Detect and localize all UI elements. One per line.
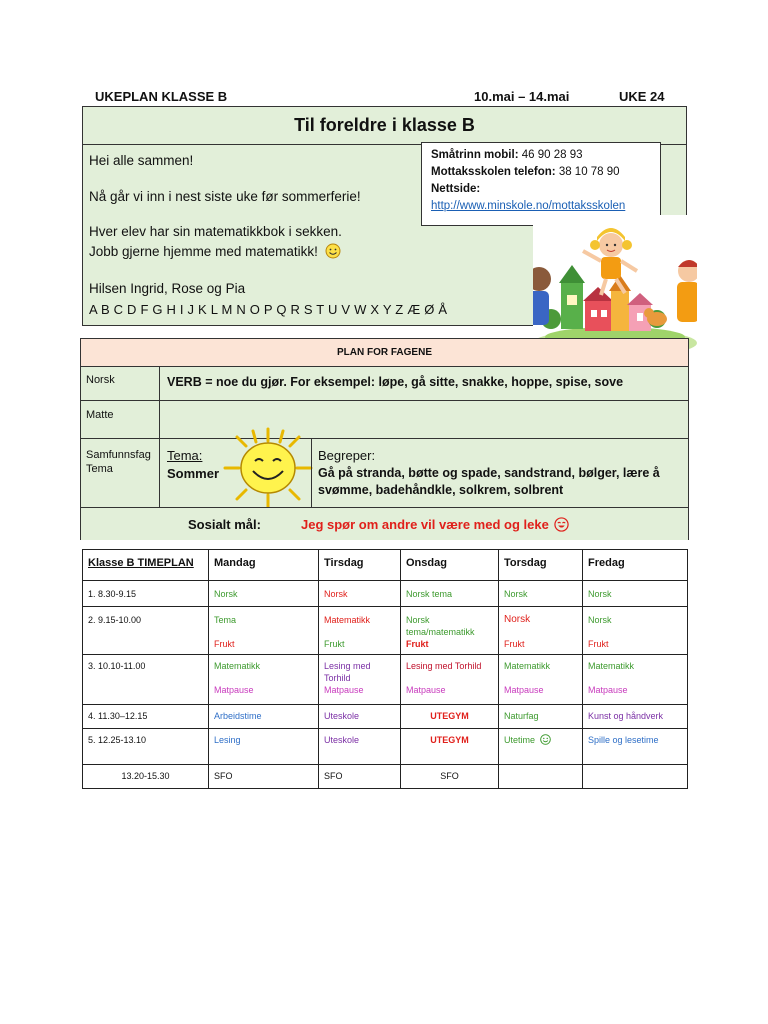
lesson-cell: Norsk tema bbox=[401, 581, 499, 607]
week-dates: 10.mai – 14.mai bbox=[474, 89, 570, 104]
smiley-icon bbox=[325, 243, 341, 259]
header-torsdag: Torsdag bbox=[499, 550, 583, 581]
lesson-cell: SFO bbox=[401, 765, 499, 789]
lesson-name: Matematikk bbox=[324, 615, 371, 625]
lesson-cell: Norsk bbox=[209, 581, 319, 607]
row-social bbox=[81, 507, 688, 540]
contact-mobile bbox=[431, 147, 651, 164]
table-row bbox=[83, 581, 688, 607]
lesson-cell bbox=[583, 765, 688, 789]
mobile-label: Småtrinn mobil: bbox=[431, 149, 519, 161]
lesson-cell bbox=[319, 607, 401, 655]
break-name: Frukt bbox=[324, 639, 345, 649]
lesson-name: Matematikk bbox=[504, 661, 551, 671]
break-name: Matpause bbox=[324, 685, 364, 695]
lesson-cell bbox=[401, 655, 499, 705]
subject-plan bbox=[80, 338, 689, 540]
lesson-name: Norsk bbox=[504, 614, 531, 625]
break-name: Frukt bbox=[406, 639, 429, 649]
time-cell: 3. 10.10-11.00 bbox=[83, 655, 209, 705]
parents-title: Til foreldre i klasse B bbox=[83, 107, 686, 145]
lesson-cell: Uteskole bbox=[319, 729, 401, 765]
break-name: Frukt bbox=[214, 639, 235, 649]
lesson-cell: Uteskole bbox=[319, 705, 401, 729]
phone-label: Mottaksskolen telefon: bbox=[431, 166, 556, 178]
break-name: Matpause bbox=[214, 685, 254, 695]
sun-icon bbox=[223, 427, 313, 509]
web-label: Nettside: bbox=[431, 183, 481, 195]
row-norsk bbox=[81, 366, 688, 400]
lesson-cell bbox=[583, 655, 688, 705]
lesson-cell: Kunst og håndverk bbox=[583, 705, 688, 729]
tema-label: Tema: bbox=[167, 448, 203, 463]
message-line-3 bbox=[89, 243, 341, 259]
time-cell: 4. 11.30–12.15 bbox=[83, 705, 209, 729]
signature: Hilsen Ingrid, Rose og Pia bbox=[89, 281, 246, 296]
lesson-name: Norsk tema/matematikk bbox=[406, 615, 475, 637]
lesson-cell: Naturfag bbox=[499, 705, 583, 729]
lesson-cell bbox=[319, 655, 401, 705]
norsk-label: Norsk bbox=[86, 374, 115, 386]
table-row bbox=[83, 655, 688, 705]
phone-number: 38 10 78 90 bbox=[558, 166, 620, 178]
matte-label: Matte bbox=[86, 409, 114, 421]
lesson-name: Lesing med Torhild bbox=[324, 661, 371, 683]
lesson-cell bbox=[499, 765, 583, 789]
lesson-name: Matematikk bbox=[214, 661, 261, 671]
time-cell: 1. 8.30-9.15 bbox=[83, 581, 209, 607]
contact-web bbox=[431, 181, 651, 198]
begreper-text: Gå på stranda, bøtte og spade, sandstrand, bølger, lære å svømme, badehåndkle, solkrem, solbrent bbox=[318, 466, 660, 497]
lesson-cell: SFO bbox=[319, 765, 401, 789]
tema-row-label: Tema bbox=[86, 463, 113, 475]
table-row bbox=[83, 729, 688, 765]
week-number: UKE 24 bbox=[619, 89, 665, 104]
lesson-name: Utetime bbox=[504, 735, 536, 745]
break-name: Matpause bbox=[588, 685, 628, 695]
time-cell: 2. 9.15-10.00 bbox=[83, 607, 209, 655]
header-tirsdag: Tirsdag bbox=[319, 550, 401, 581]
timetable-header-row bbox=[83, 550, 688, 581]
greeting: Hei alle sammen! bbox=[89, 153, 194, 168]
contact-box bbox=[421, 142, 661, 226]
message-line-3-text: Jobb gjerne hjemme med matematikk! bbox=[89, 244, 318, 259]
break-name: Matpause bbox=[504, 685, 544, 695]
mobile-number: 46 90 28 93 bbox=[521, 149, 583, 161]
lesson-cell: SFO bbox=[209, 765, 319, 789]
table-row bbox=[83, 607, 688, 655]
row-samfunnsfag bbox=[81, 438, 688, 507]
smiley-icon bbox=[554, 517, 569, 532]
header-mandag: Mandag bbox=[209, 550, 319, 581]
row-matte bbox=[81, 400, 688, 438]
lesson-cell: Norsk bbox=[319, 581, 401, 607]
timetable-title: Klasse B TIMEPLAN bbox=[83, 550, 209, 581]
header-fredag: Fredag bbox=[583, 550, 688, 581]
lesson-cell bbox=[499, 607, 583, 655]
lesson-cell bbox=[583, 607, 688, 655]
social-goal bbox=[301, 517, 569, 532]
break-name: Frukt bbox=[504, 639, 525, 649]
break-name: Matpause bbox=[406, 685, 446, 695]
alphabet: A B C D F G H I J K L M N O P Q R S T U V W X Y Z Æ Ø Å bbox=[89, 302, 448, 317]
break-name: Frukt bbox=[588, 639, 609, 649]
lesson-name: Lesing med Torhild bbox=[406, 661, 482, 671]
plan-title-band: PLAN FOR FAGENE bbox=[81, 339, 688, 366]
header-onsdag: Onsdag bbox=[401, 550, 499, 581]
samfunnsfag-label: Samfunnsfag bbox=[86, 449, 151, 461]
tema-value: Sommer bbox=[167, 466, 220, 481]
time-cell: 13.20-15.30 bbox=[83, 765, 209, 789]
lesson-name: Tema bbox=[214, 615, 237, 625]
contact-phone bbox=[431, 164, 651, 181]
table-row bbox=[83, 705, 688, 729]
time-cell: 5. 12.25-13.10 bbox=[83, 729, 209, 765]
lesson-name: Norsk bbox=[588, 615, 612, 625]
smiley-icon bbox=[540, 734, 551, 745]
lesson-cell bbox=[209, 607, 319, 655]
social-label: Sosialt mål: bbox=[188, 517, 261, 532]
lesson-cell: Lesing bbox=[209, 729, 319, 765]
lesson-cell: UTEGYM bbox=[401, 729, 499, 765]
lesson-cell bbox=[209, 655, 319, 705]
social-goal-text: Jeg spør om andre vil være med og leke bbox=[301, 517, 549, 532]
table-row bbox=[83, 765, 688, 789]
lesson-cell bbox=[499, 729, 583, 765]
plan-title: UKEPLAN KLASSE B bbox=[95, 89, 228, 104]
website-link[interactable]: http://www.minskole.no/mottaksskolen bbox=[431, 200, 626, 212]
message-line-2: Hver elev har sin matematikkbok i sekken. bbox=[89, 224, 342, 239]
message-line-1: Nå går vi inn i nest siste uke før sommerferie! bbox=[89, 189, 361, 204]
lesson-cell: Spille og lesetime bbox=[583, 729, 688, 765]
lesson-cell: Norsk bbox=[499, 581, 583, 607]
lesson-cell bbox=[401, 607, 499, 655]
lesson-cell: Arbeidstime bbox=[209, 705, 319, 729]
lesson-cell: Norsk bbox=[583, 581, 688, 607]
lesson-cell: UTEGYM bbox=[401, 705, 499, 729]
norsk-text: VERB = noe du gjør. For eksempel: løpe, gå sitte, snakke, hoppe, spise, sove bbox=[167, 375, 624, 389]
timetable bbox=[82, 549, 688, 789]
begreper-label: Begreper: bbox=[318, 448, 376, 463]
lesson-name: Matematikk bbox=[588, 661, 635, 671]
lesson-cell bbox=[499, 655, 583, 705]
